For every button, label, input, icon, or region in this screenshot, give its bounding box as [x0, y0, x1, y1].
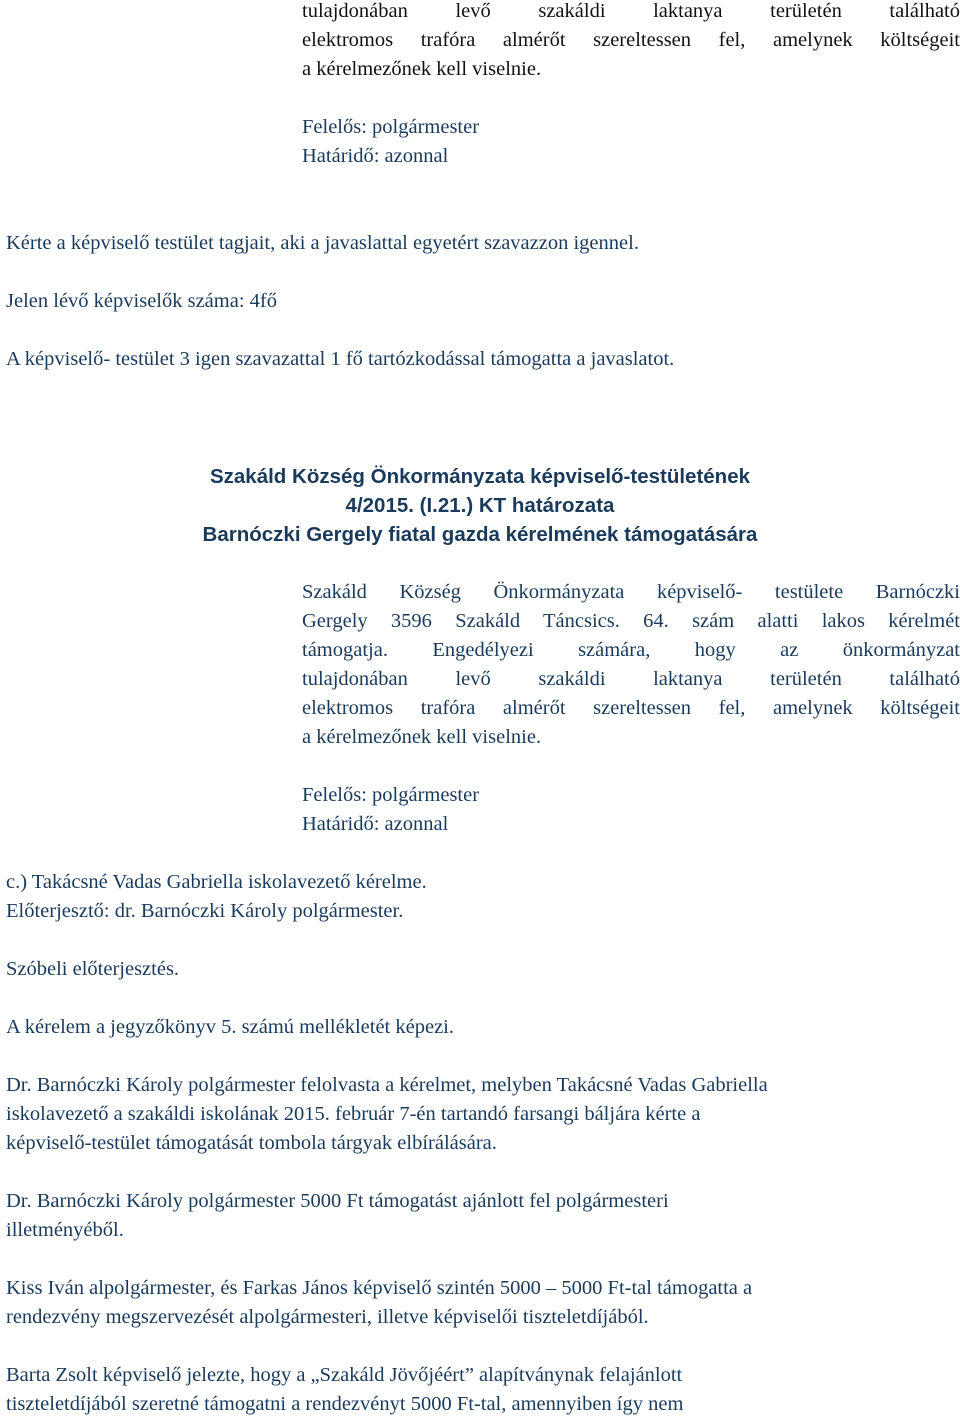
text-line: Szakáld Község Önkormányzata képviselő- testülete Barnóczki — [302, 581, 960, 603]
item-title: c.) Takácsné Vadas Gabriella iskolavezető kérelme. — [6, 871, 427, 893]
text-line: tulajdonában levő szakáldi laktanya területén található — [302, 0, 960, 22]
resolution-heading-line1: Szakáld Község Önkormányzata képviselő-testületének — [209, 465, 751, 488]
responsible-line: Felelős: polgármester — [302, 116, 480, 138]
text-line: tulajdonában levő szakáldi laktanya területén található — [302, 668, 960, 690]
item-annex-note: A kérelem a jegyzőkönyv 5. számú mellékletét képezi. — [6, 1016, 454, 1038]
item-presenter: Előterjesztő: dr. Barnóczki Károly polgármester. — [6, 900, 404, 922]
vote-request: Kérte a képviselő testület tagjait, aki a javaslattal egyetért szavazzon igennel. — [6, 232, 639, 254]
text-line: elektromos trafóra almérőt szereltessen fel, amelynek költségeit — [302, 697, 960, 719]
text-line: a kérelmezőnek kell viselnie. — [302, 58, 542, 80]
text-line: támogatja. Engedélyezi számára, hogy az önkormányzat — [302, 639, 960, 661]
paragraph-line: Barta Zsolt képviselő jelezte, hogy a „Szakáld Jövőjéért” alapítványnak felajánlott — [6, 1364, 683, 1386]
item-oral-note: Szóbeli előterjesztés. — [6, 958, 180, 980]
vote-result: A képviselő- testület 3 igen szavazattal 1 fő tartózkodással támogatta a javaslatot. — [6, 348, 675, 370]
deadline-line: Határidő: azonnal — [302, 813, 449, 835]
paragraph-line: rendezvény megszervezését alpolgármesteri, illetve képviselői tiszteletdíjából. — [6, 1306, 649, 1328]
resolution-subject: Barnóczki Gergely fiatal gazda kérelmének támogatására — [202, 523, 758, 546]
paragraph-line: képviselő-testület támogatását tombola tárgyak elbírálására. — [6, 1132, 497, 1154]
paragraph-line: iskolavezető a szakáldi iskolának 2015. február 7-én tartandó farsangi báljára kérte a — [6, 1103, 701, 1125]
text-line: Gergely 3596 Szakáld Táncsics. 64. szám alatti lakos kérelmét — [302, 610, 960, 632]
present-count: Jelen lévő képviselők száma: 4fő — [6, 290, 277, 312]
paragraph-line: Dr. Barnóczki Károly polgármester felolvasta a kérelmet, melyben Takácsné Vadas Gabriella — [6, 1074, 768, 1096]
text-line: elektromos trafóra almérőt szereltessen fel, amelynek költségeit — [302, 29, 960, 51]
paragraph-line: Dr. Barnóczki Károly polgármester 5000 Ft támogatást ajánlott fel polgármesteri — [6, 1190, 669, 1212]
paragraph-line: Kiss Iván alpolgármester, és Farkas János képviselő szintén 5000 – 5000 Ft-tal támogatta a — [6, 1277, 753, 1299]
paragraph-line: tiszteletdíjából szeretné támogatni a rendezvényt 5000 Ft-tal, amennyiben így nem — [6, 1393, 684, 1415]
paragraph-line: illetményéből. — [6, 1219, 124, 1241]
resolution-number: 4/2015. (I.21.) KT határozata — [345, 494, 615, 517]
deadline-line: Határidő: azonnal — [302, 145, 449, 167]
responsible-line: Felelős: polgármester — [302, 784, 480, 806]
text-line: a kérelmezőnek kell viselnie. — [302, 726, 542, 748]
